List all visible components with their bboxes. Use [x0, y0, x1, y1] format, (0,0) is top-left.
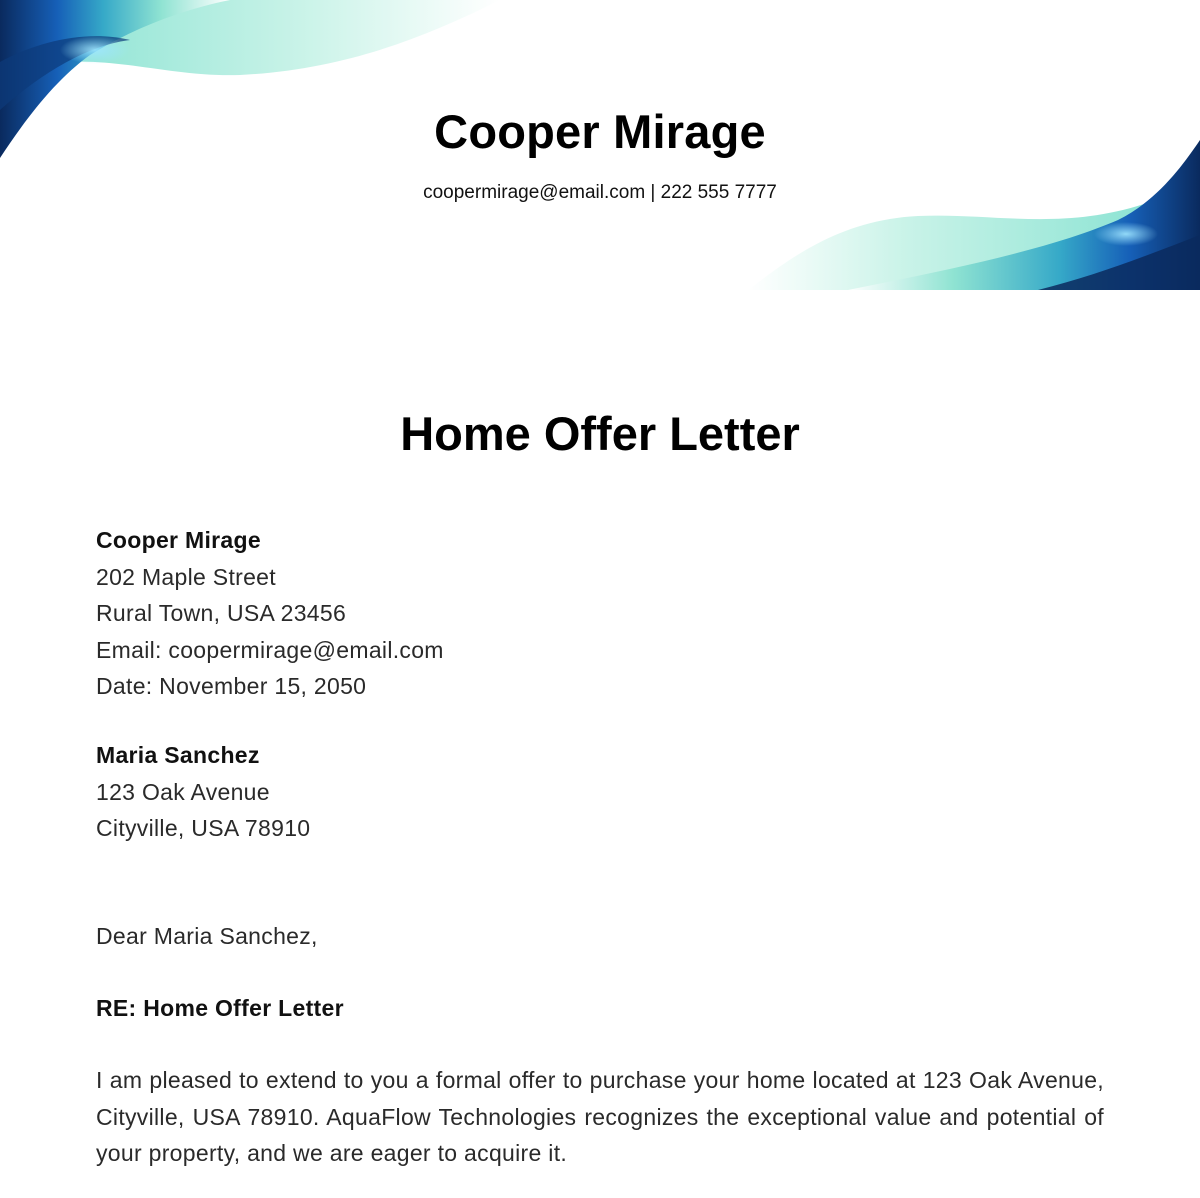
recipient-city: Cityville, USA 78910: [96, 815, 311, 841]
subject-line: [96, 990, 1104, 1027]
recipient-address-block: [96, 737, 1104, 847]
document-title: Home Offer Letter: [400, 407, 800, 460]
body-paragraph: I am pleased to extend to you a formal offer to purchase your home located at 123 Oak Avenue, Cityville, USA 78910. AquaFlow Technologies recognizes the exceptional value and potential of your property, and we are eager to acquire it.: [96, 1067, 1104, 1166]
sender-address-block: [96, 522, 1104, 705]
letter-date: Date: November 15, 2050: [96, 673, 367, 699]
sender-name: Cooper Mirage: [96, 527, 261, 553]
subject-text: RE: Home Offer Letter: [96, 995, 344, 1021]
sender-city: Rural Town, USA 23456: [96, 600, 347, 626]
salutation-text: Dear Maria Sanchez,: [96, 923, 318, 949]
recipient-name: Maria Sanchez: [96, 742, 260, 768]
sender-email: Email: coopermirage@email.com: [96, 636, 444, 663]
sender-street: 202 Maple Street: [96, 563, 276, 590]
recipient-street: 123 Oak Avenue: [96, 778, 270, 805]
header-contact-info: coopermirage@email.com | 222 555 7777: [423, 182, 777, 203]
salutation: [96, 918, 1104, 955]
header-wave-decoration-right: [748, 140, 1200, 290]
header-name: Cooper Mirage: [434, 105, 766, 158]
